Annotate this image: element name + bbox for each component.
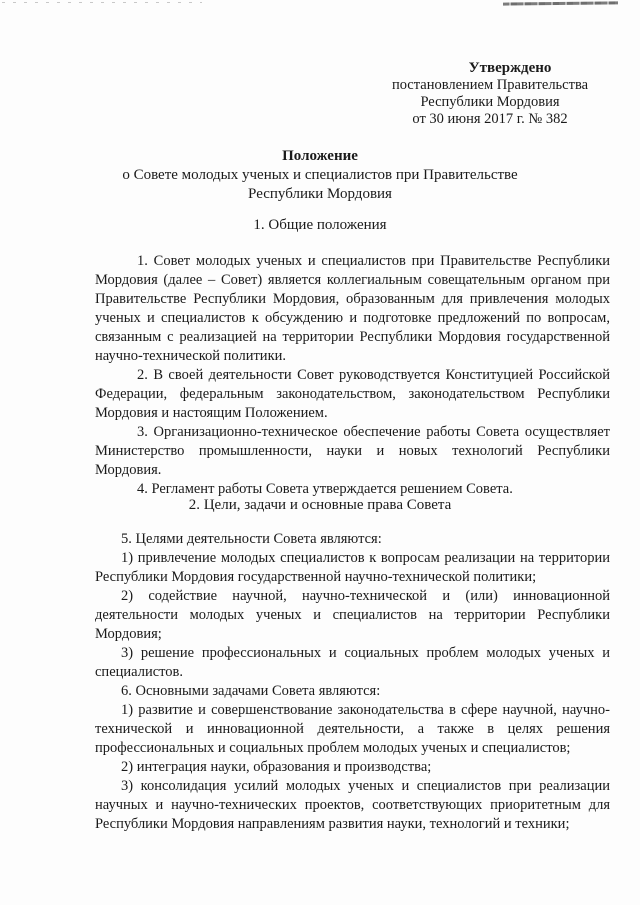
list-item: 2) содействие научной, научно-технической и (или) инновационной деятельности молодых ученых и специалистов на территории Республики Мордовия;: [95, 588, 610, 642]
approval-line-1: постановлением Правительства: [391, 77, 589, 93]
scan-smudge: [503, 1, 618, 5]
paragraph: 2. В своей деятельности Совет руководствуется Конституцией Российской Федерации, федеральным законодательством, законодательством Республики Мордовия и настоящим Положением.: [95, 367, 610, 421]
paragraph: 5. Целями деятельности Совета являются:: [121, 531, 382, 547]
paragraph: 1. Совет молодых ученых и специалистов при Правительстве Республики Мордовия (далее – Совет) является коллегиальным совещательным органом при Правительстве Республики Мордовия, образованным для привлечения молодых ученых и специалистов к обсуждению и подготовке предложений по вопросам, связанным с реализацией на территории Республики Мордовия государственной научно-технической политики.: [95, 253, 610, 364]
section-2-heading: 2. Цели, задачи и основные права Совета: [188, 497, 452, 513]
paragraph: 6. Основными задачами Совета являются:: [121, 683, 381, 699]
document-title-block: [60, 147, 580, 204]
approved-label: Утверждено: [468, 60, 552, 76]
scan-artifacts: [0, 0, 640, 10]
approval-stamp-block: [380, 60, 600, 128]
paragraph: 4. Регламент работы Совета утверждается решением Совета.: [137, 481, 513, 497]
list-item: 3) консолидация усилий молодых ученых и специалистов при реализации научных и научно-технических проектов, соответствующих приоритетным для Республики Мордовия направлениям развития науки, технологий и техники;: [95, 778, 610, 832]
approval-line-2: Республики Мордовия: [420, 94, 560, 110]
scan-dots: [2, 2, 202, 3]
list-item: 3) решение профессиональных и социальных проблем молодых ученых и специалистов.: [95, 645, 610, 680]
list-item: 2) интеграция науки, образования и производства;: [121, 759, 432, 775]
list-item: 1) развитие и совершенствование законодательства в сфере научной, научно-технической и инновационной деятельности, а также в целях решения профессиональных и социальных проблем молодых ученых и специалистов;: [95, 702, 610, 756]
section-2-body: [95, 530, 610, 834]
list-item: 1) привлечение молодых специалистов к вопросам реализации на территории Республики Мордовия государственной научно-технической политики;: [95, 550, 610, 585]
section-1-heading: 1. Общие положения: [253, 217, 387, 233]
document-subtitle-line-1: о Совете молодых ученых и специалистов при Правительстве: [122, 167, 518, 183]
paragraph: 3. Организационно-техническое обеспечение работы Совета осуществляет Министерство промышленности, науки и новых технологий Республики Мордовия.: [95, 424, 610, 478]
section-1-body: [95, 252, 610, 499]
approval-date: от 30 июня 2017 г. № 382: [412, 111, 568, 127]
document-subtitle-line-2: Республики Мордовия: [248, 186, 392, 202]
document-title: Положение: [282, 148, 358, 164]
